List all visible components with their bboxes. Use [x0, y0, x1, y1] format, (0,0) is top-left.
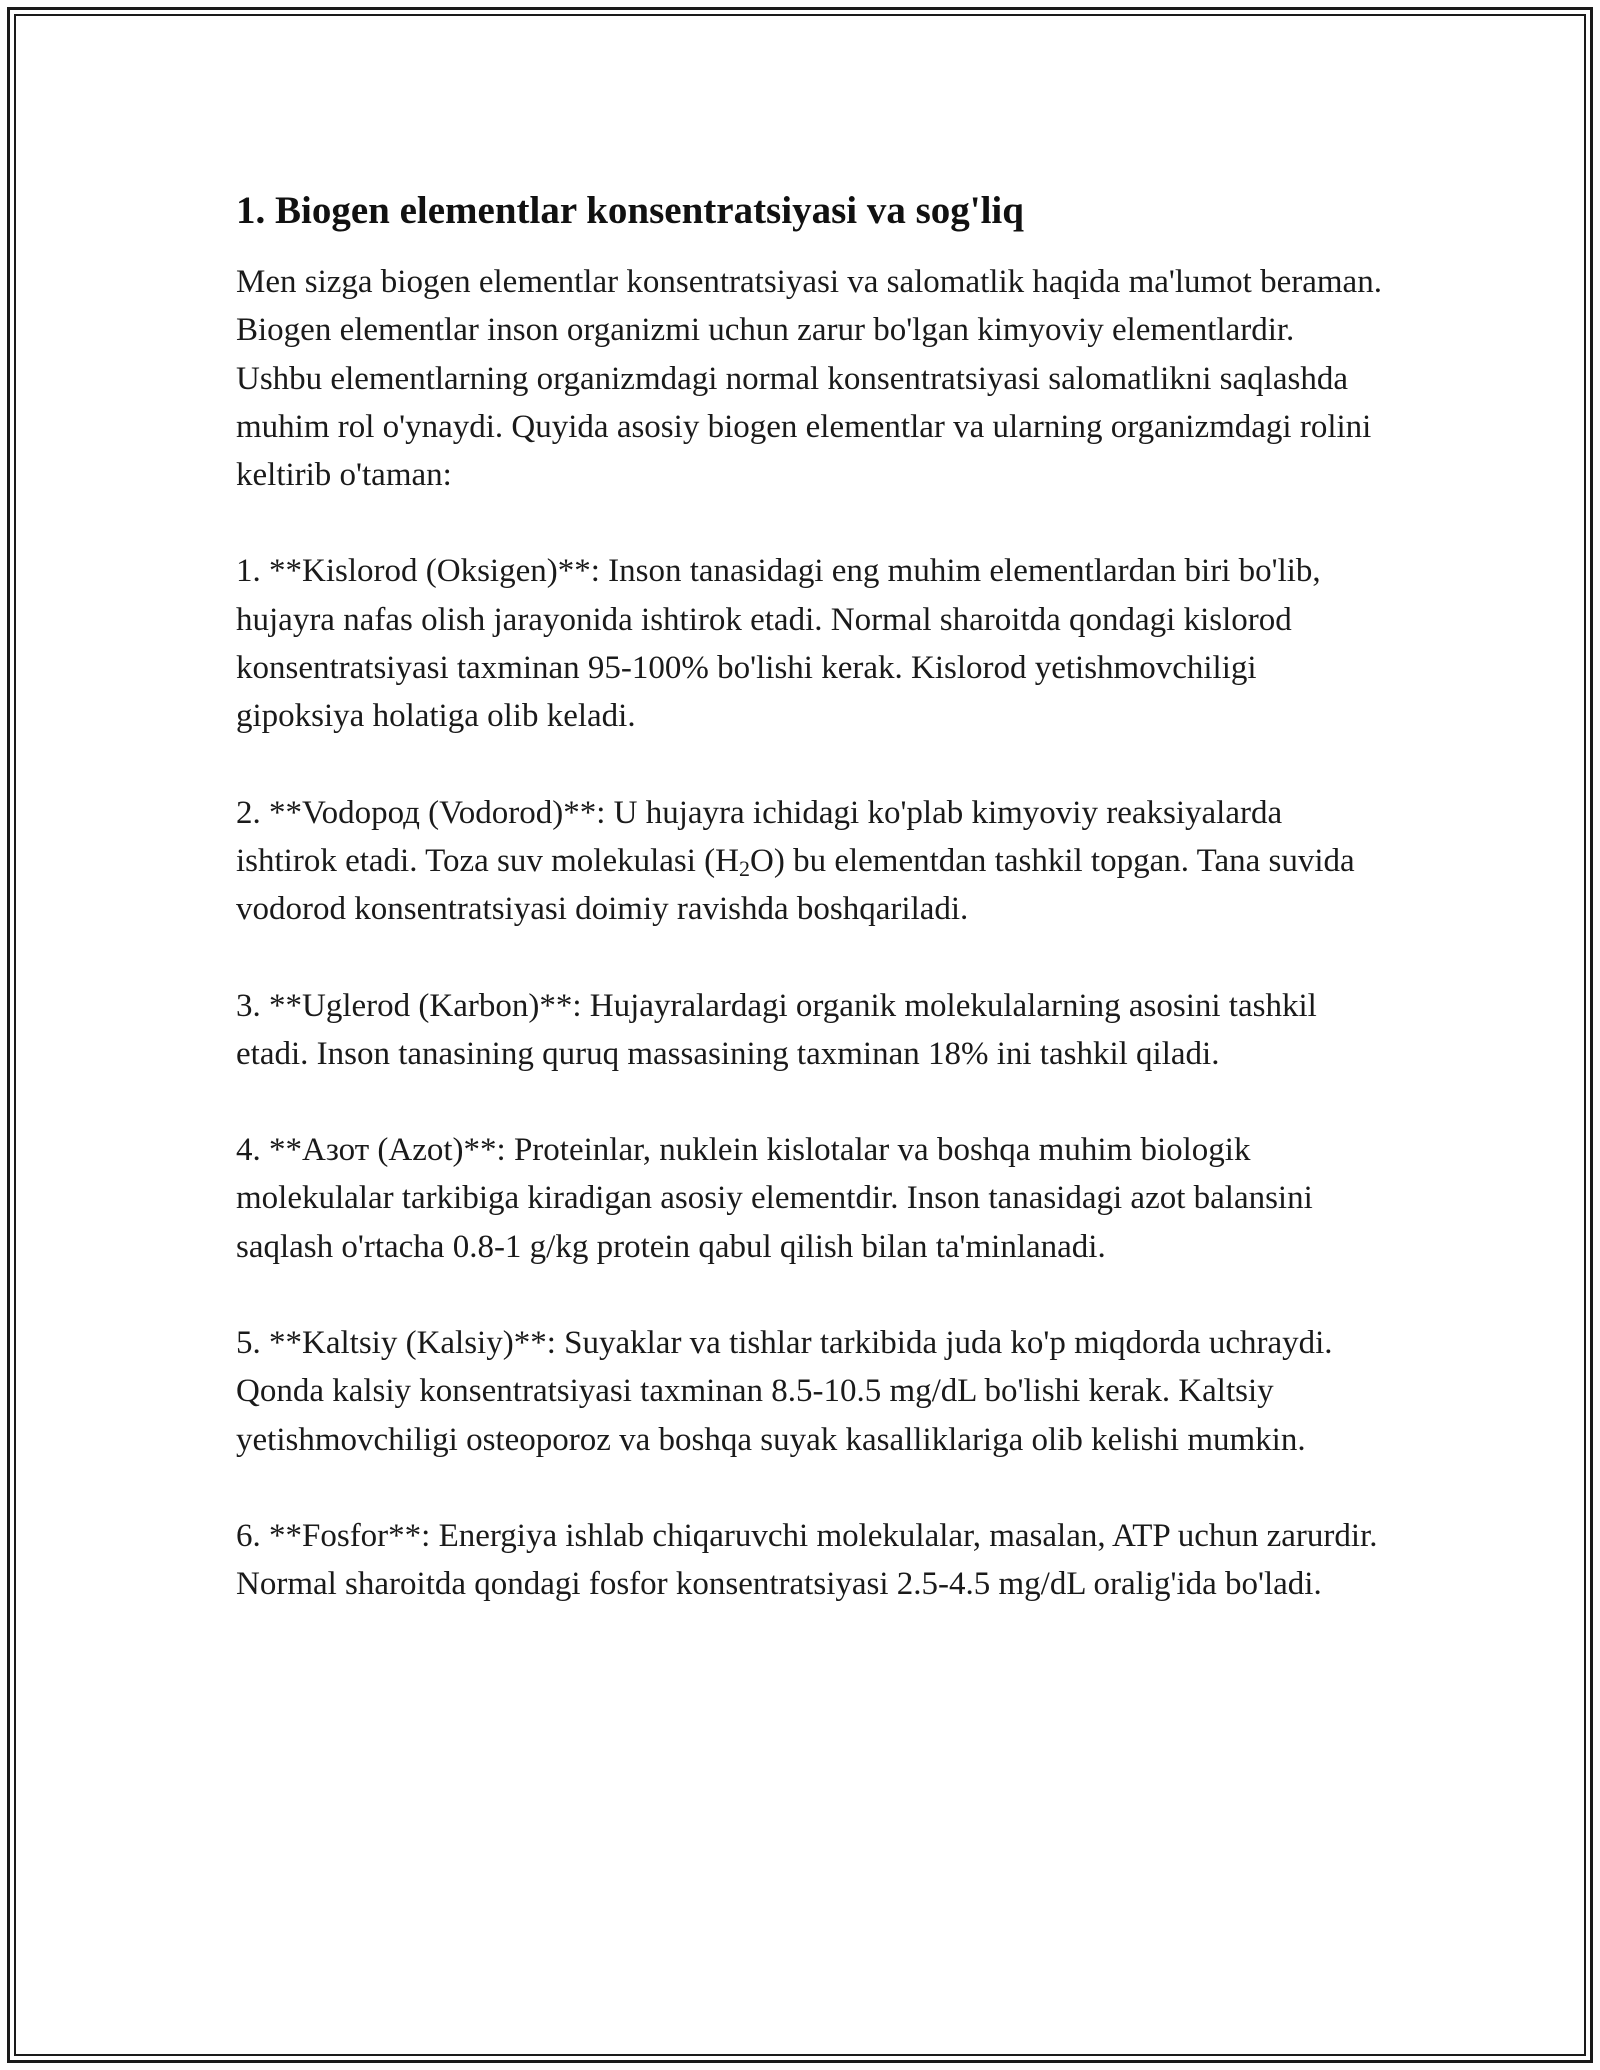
- list-item-vodorod-text-start: 2. **Vodoрод (Vodorod)**: U hujayra ichidagi ko'plab kimyoviy reaksiyalarda ishtirok etadi. Toza suv molekulasi (H: [236, 794, 1283, 879]
- list-item-uglerod: 3. **Uglerod (Karbon)**: Hujayralardagi organik molekulalarning asosini tashkil etadi. Inson tanasining quruq massasining taxminan 18% ini tashkil qiladi.: [236, 987, 1317, 1072]
- document-title: 1. Biogen elementlar konsentratsiyasi va sog'liq: [236, 189, 1024, 232]
- list-item-vodorod: [236, 789, 1386, 934]
- document-body: [236, 186, 1386, 1609]
- water-formula-subscript: 2: [739, 855, 750, 881]
- list-item-vodorod-text-end: O) bu elementdan tashkil topgan. Tana suvida vodorod konsentratsiyasi doimiy ravishda boshqariladi.: [236, 842, 1355, 928]
- list-item-kaltsiy: 5. **Kaltsiy (Kalsiy)**: Suyaklar va tishlar tarkibida juda ko'p miqdorda uchraydi. Qonda kalsiy konsentratsiyasi taxminan 8.5-10.5 mg/dL bo'lishi kerak. Kaltsiy yetishmovchiligi osteoporoz va boshqa suyak kasalliklariga olib kelishi mumkin.: [236, 1325, 1333, 1458]
- list-item-fosfor: 6. **Fosfor**: Energiya ishlab chiqaruvchi molekulalar, masalan, ATP uchun zarurdir. Normal sharoitda qondagi fosfor konsentratsiyasi 2.5-4.5 mg/dL oralig'ida bo'ladi.: [236, 1517, 1378, 1603]
- list-item-azot: 4. **Азот (Azot)**: Proteinlar, nuklein kislotalar va boshqa muhim biologik molekulalar tarkibiga kiradigan asosiy elementdir. Inson tanasidagi azot balansini saqlash o'rtacha 0.8-1 g/kg protein qabul qilish bilan ta'minlanadi.: [236, 1132, 1313, 1265]
- list-item-kislorod: 1. **Kislorod (Oksigen)**: Inson tanasidagi eng muhim elementlardan biri bo'lib, hujayra nafas olish jarayonida ishtirok etadi. Normal sharoitda qondagi kislorod konsentratsiyasi taxminan 95-100% bo'lishi kerak. Kislorod yetishmovchiligi gipoksiya holatiga olib keladi.: [236, 553, 1321, 735]
- intro-paragraph: Men sizga biogen elementlar konsentratsiyasi va salomatlik haqida ma'lumot beraman. Biogen elementlar inson organizmi uchun zarur bo'lgan kimyoviy elementlardir. Ushbu elementlarning organizmdagi normal konsentratsiyasi salomatlikni saqlashda muhim rol o'ynaydi. Quyida asosiy biogen elementlar va ularning organizmdagi rolini keltirib o'taman:: [236, 264, 1382, 494]
